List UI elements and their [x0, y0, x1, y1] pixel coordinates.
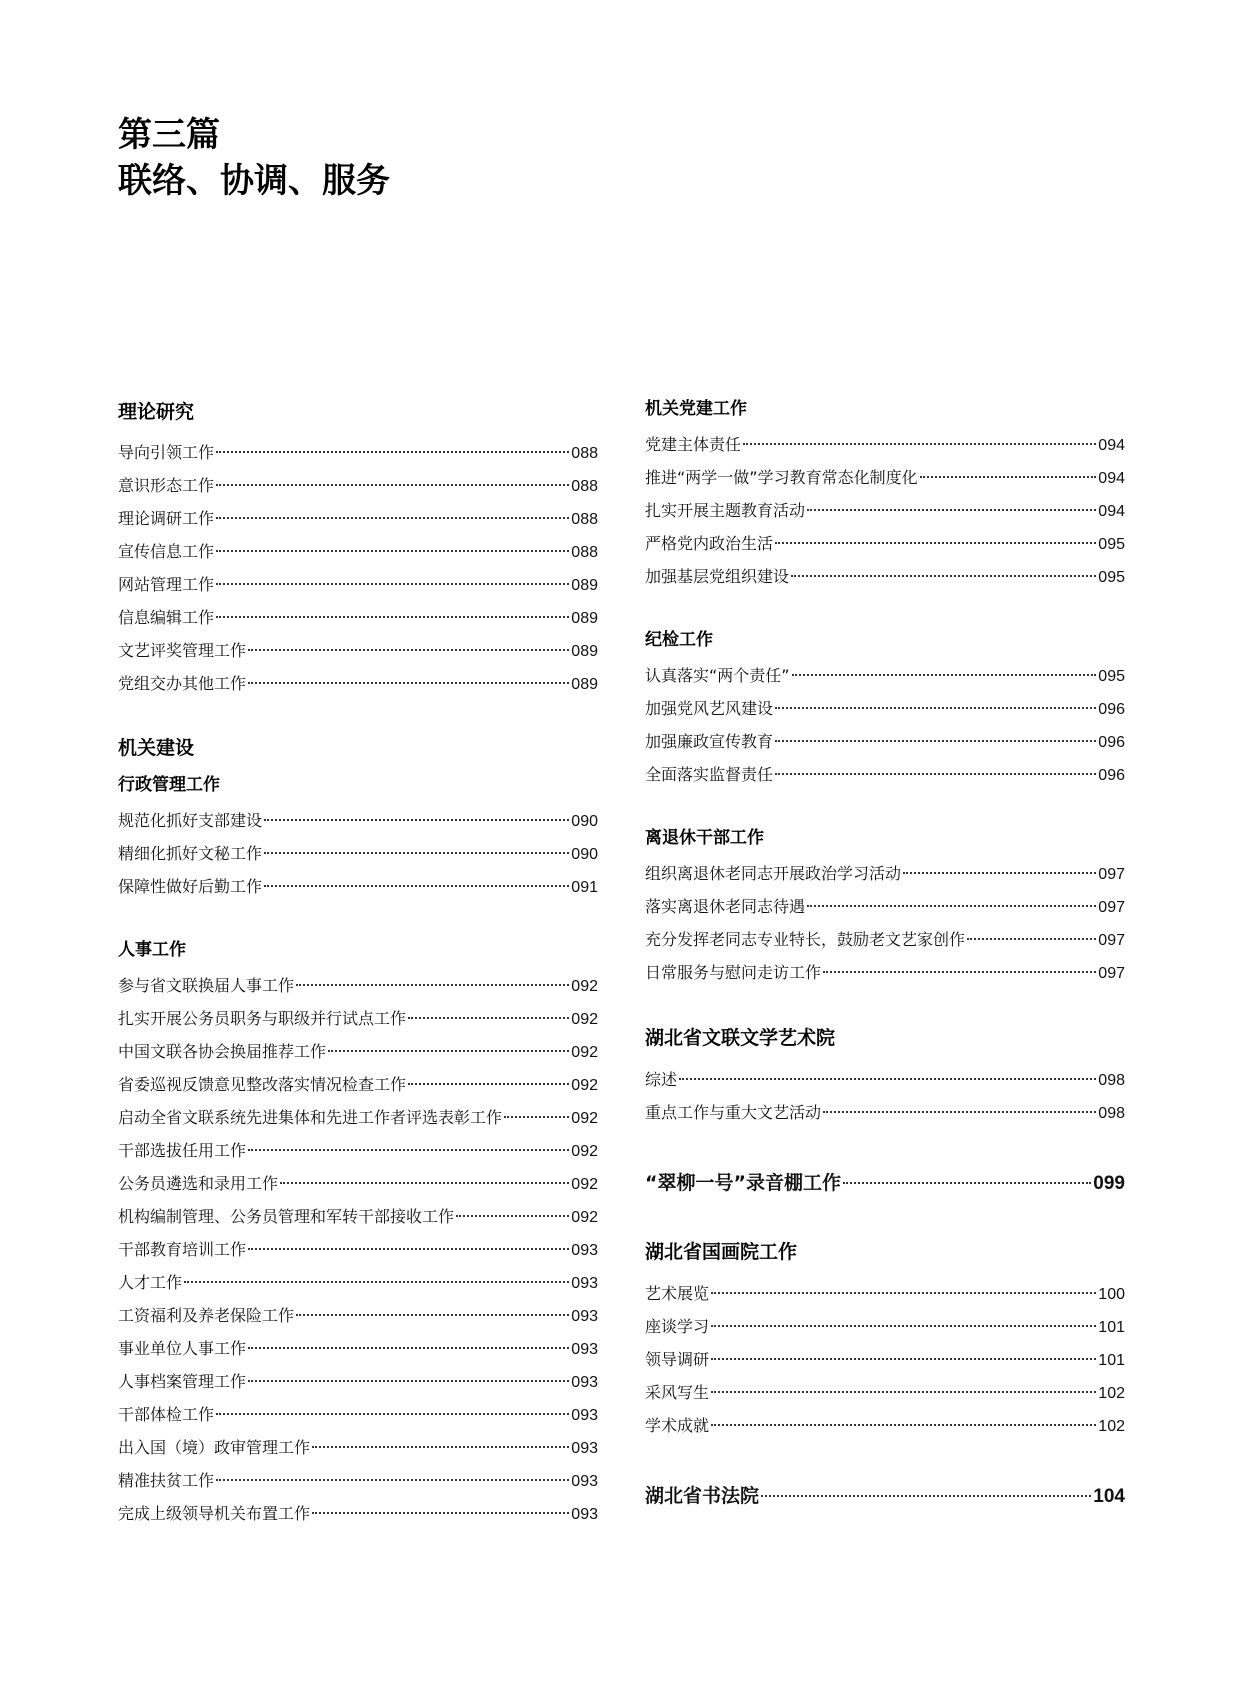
toc-entry[interactable]: 推进“两学一做”学习教育常态化制度化 094 — [645, 468, 1125, 487]
toc-entry[interactable]: 干部体检工作 093 — [118, 1405, 598, 1424]
subsection-heading: 行政管理工作 — [118, 775, 220, 795]
toc-entry[interactable]: 出入国（境）政审管理工作 093 — [118, 1438, 598, 1457]
subsection-heading: 离退休干部工作 — [645, 828, 764, 848]
toc-entry[interactable]: 完成上级领导机关布置工作 093 — [118, 1504, 598, 1523]
toc-entry[interactable]: 机构编制管理、公务员管理和军转干部接收工作 092 — [118, 1207, 598, 1226]
toc-entry[interactable]: 扎实开展主题教育活动 094 — [645, 501, 1125, 520]
toc-entry[interactable]: 党组交办其他工作 089 — [118, 674, 598, 693]
part-name: 联络、协调、服务 — [118, 161, 390, 201]
toc-entry[interactable]: 理论调研工作 088 — [118, 509, 598, 528]
section-heading: 湖北省文联文学艺术院 — [645, 1027, 836, 1049]
toc-entry[interactable]: 人事档案管理工作 093 — [118, 1372, 598, 1391]
toc-entry[interactable]: 充分发挥老同志专业特长，鼓励老文艺家创作 097 — [645, 930, 1125, 949]
toc-entry[interactable]: 日常服务与慰问走访工作 097 — [645, 963, 1125, 982]
toc-entry[interactable]: 事业单位人事工作 093 — [118, 1339, 598, 1358]
toc-entry[interactable]: 规范化抓好支部建设 090 — [118, 811, 598, 830]
toc-entry[interactable]: 导向引领工作 088 — [118, 443, 598, 462]
toc-entry[interactable]: 省委巡视反馈意见整改落实情况检查工作 092 — [118, 1075, 598, 1094]
toc-entry[interactable]: 工资福利及养老保险工作 093 — [118, 1306, 598, 1325]
subsection-heading: 纪检工作 — [645, 630, 713, 650]
toc-entry[interactable]: 干部教育培训工作 093 — [118, 1240, 598, 1259]
toc-entry[interactable]: 综述 098 — [645, 1070, 1125, 1089]
toc-entry[interactable]: 网站管理工作 089 — [118, 575, 598, 594]
toc-entry[interactable]: 保障性做好后勤工作 091 — [118, 877, 598, 896]
part-label: 第三篇 — [118, 115, 220, 155]
toc-entry[interactable]: 全面落实监督责任 096 — [645, 765, 1125, 784]
toc-entry[interactable]: 精细化抓好文秘工作 090 — [118, 844, 598, 863]
toc-entry[interactable]: 严格党内政治生活 095 — [645, 534, 1125, 553]
toc-entry[interactable]: 加强基层党组织建设 095 — [645, 567, 1125, 586]
toc-entry[interactable]: 扎实开展公务员职务与职级并行试点工作 092 — [118, 1009, 598, 1028]
toc-entry[interactable]: 宣传信息工作 088 — [118, 542, 598, 561]
toc-entry[interactable]: 启动全省文联系统先进集体和先进工作者评选表彰工作 092 — [118, 1108, 598, 1127]
toc-entry[interactable]: 精准扶贫工作 093 — [118, 1471, 598, 1490]
toc-major-entry[interactable]: 湖北省书法院 104 — [645, 1485, 1125, 1507]
toc-entry[interactable]: 加强廉政宣传教育 096 — [645, 732, 1125, 751]
section-heading: 湖北省国画院工作 — [645, 1241, 798, 1263]
subsection-heading: 机关党建工作 — [645, 399, 747, 419]
toc-entry[interactable]: 人才工作 093 — [118, 1273, 598, 1292]
toc-entry[interactable]: 信息编辑工作 089 — [118, 608, 598, 627]
toc-entry[interactable]: 学术成就 102 — [645, 1416, 1125, 1435]
toc-entry[interactable]: 领导调研 101 — [645, 1350, 1125, 1369]
toc-entry[interactable]: 组织离退休老同志开展政治学习活动 097 — [645, 864, 1125, 883]
toc-entry[interactable]: 艺术展览 100 — [645, 1284, 1125, 1303]
toc-entry[interactable]: 采风写生 102 — [645, 1383, 1125, 1402]
toc-entry[interactable]: 重点工作与重大文艺活动 098 — [645, 1103, 1125, 1122]
toc-entry[interactable]: 落实离退休老同志待遇 097 — [645, 897, 1125, 916]
subsection-heading: 人事工作 — [118, 940, 186, 960]
section-heading: 机关建设 — [118, 737, 195, 759]
toc-right-column — [645, 396, 1125, 1516]
toc-entry[interactable]: 加强党风艺风建设 096 — [645, 699, 1125, 718]
toc-entry[interactable]: 公务员遴选和录用工作 092 — [118, 1174, 598, 1193]
toc-entry[interactable]: 认真落实“两个责任” 095 — [645, 666, 1125, 685]
toc-left-column — [118, 398, 598, 1530]
toc-entry[interactable]: 意识形态工作 088 — [118, 476, 598, 495]
section-heading: 理论研究 — [118, 401, 195, 423]
toc-entry[interactable]: 参与省文联换届人事工作 092 — [118, 976, 598, 995]
toc-entry[interactable]: 文艺评奖管理工作 089 — [118, 641, 598, 660]
toc-major-entry[interactable]: “翠柳一号”录音棚工作 099 — [645, 1172, 1125, 1194]
toc-entry[interactable]: 党建主体责任 094 — [645, 435, 1125, 454]
toc-entry[interactable]: 座谈学习 101 — [645, 1317, 1125, 1336]
toc-entry[interactable]: 中国文联各协会换届推荐工作 092 — [118, 1042, 598, 1061]
toc-entry[interactable]: 干部选拔任用工作 092 — [118, 1141, 598, 1160]
part-title — [118, 112, 390, 204]
